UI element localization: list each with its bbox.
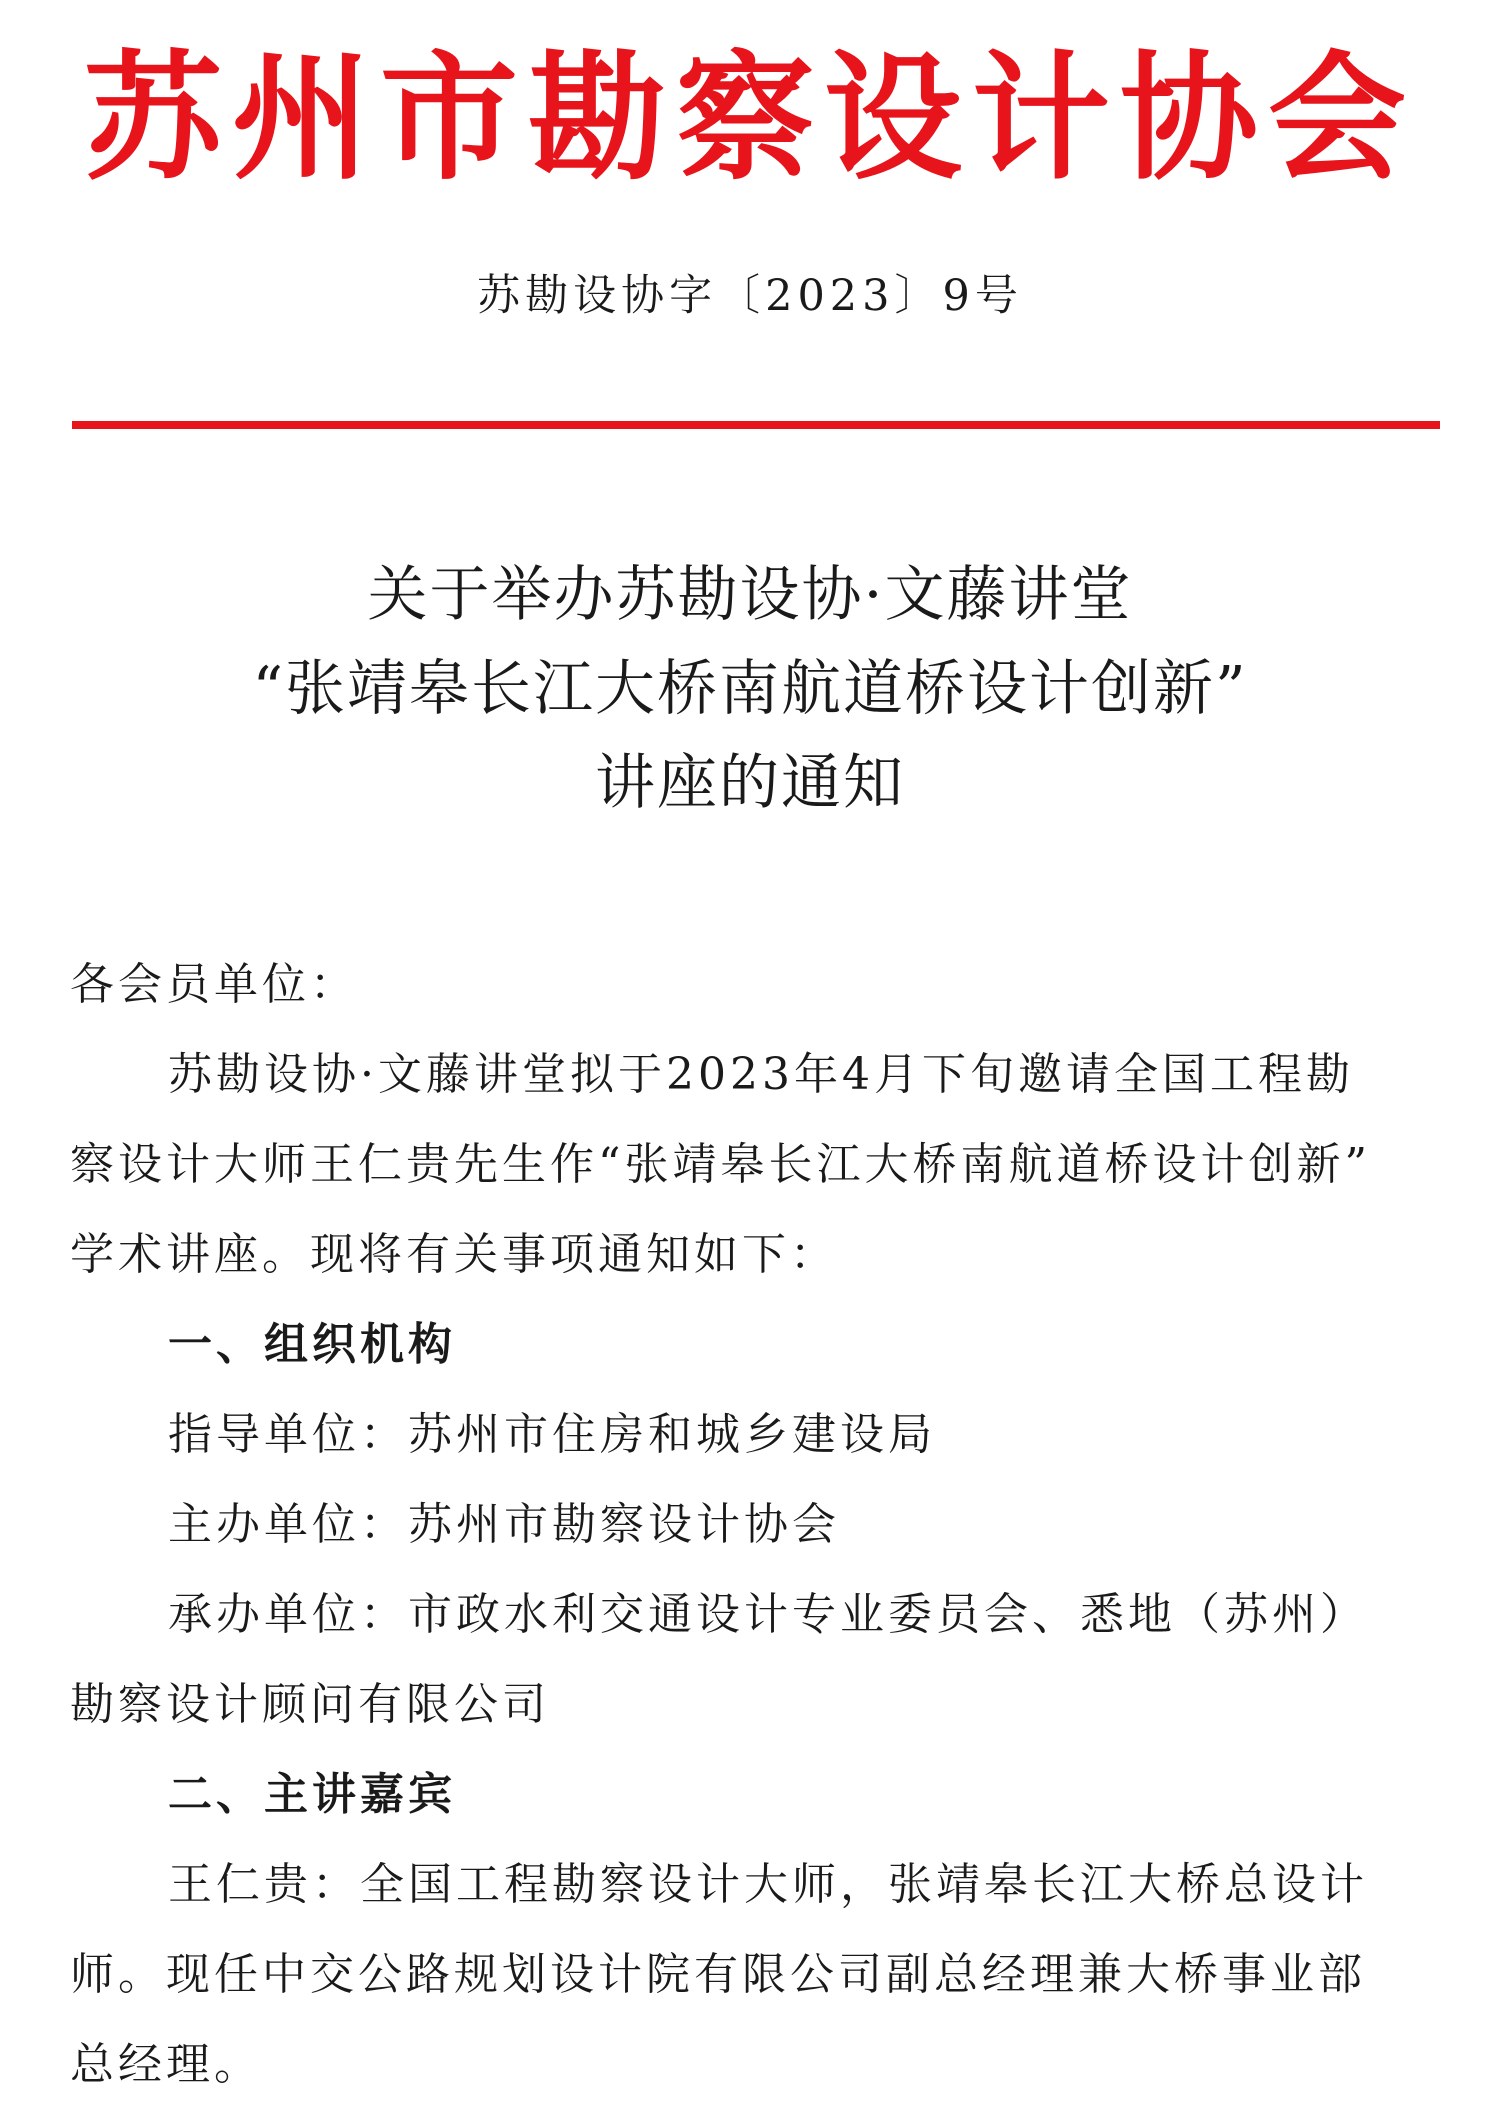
intro-line: 察设计大师王仁贵先生作“张靖皋长江大桥南航道桥设计创新” bbox=[70, 1139, 1371, 1190]
speaker-line: 王仁贵：全国工程勘察设计大师，张靖皋长江大桥总设计 bbox=[168, 1859, 1368, 1910]
section-heading-speaker: 二、主讲嘉宾 bbox=[168, 1769, 456, 1820]
section-heading-organization: 一、组织机构 bbox=[168, 1319, 456, 1370]
document-number: 苏勘设协字〔2023〕9号 bbox=[477, 271, 1023, 321]
notice-body bbox=[70, 940, 1440, 2110]
speaker-line: 师。现任中交公路规划设计院有限公司副总经理兼大桥事业部 bbox=[70, 1949, 1366, 2000]
notice-title bbox=[0, 548, 1500, 830]
title-line-2: “张靖皋长江大桥南航道桥设计创新” bbox=[252, 654, 1248, 724]
host-unit: 主办单位：苏州市勘察设计协会 bbox=[168, 1499, 840, 1550]
organizer-line: 承办单位：市政水利交通设计专业委员会、悉地（苏州） bbox=[168, 1589, 1368, 1640]
red-divider-rule bbox=[72, 421, 1440, 429]
intro-line: 苏勘设协·文藤讲堂拟于2023年4月下旬邀请全国工程勘 bbox=[168, 1049, 1354, 1100]
guide-unit: 指导单位：苏州市住房和城乡建设局 bbox=[168, 1409, 936, 1460]
title-line-1: 关于举办苏勘设协·文藤讲堂 bbox=[367, 560, 1133, 630]
intro-line: 学术讲座。现将有关事项通知如下： bbox=[70, 1229, 838, 1280]
letterhead-title: 苏州市勘察设计协会 bbox=[83, 36, 1416, 199]
organizer-line: 勘察设计顾问有限公司 bbox=[70, 1679, 550, 1730]
salutation: 各会员单位： bbox=[70, 959, 358, 1010]
speaker-paragraph bbox=[70, 1840, 1440, 2110]
title-line-3: 讲座的通知 bbox=[595, 748, 905, 818]
speaker-line: 总经理。 bbox=[70, 2039, 262, 2090]
organizer-paragraph bbox=[70, 1570, 1440, 1750]
intro-paragraph bbox=[70, 1030, 1440, 1300]
